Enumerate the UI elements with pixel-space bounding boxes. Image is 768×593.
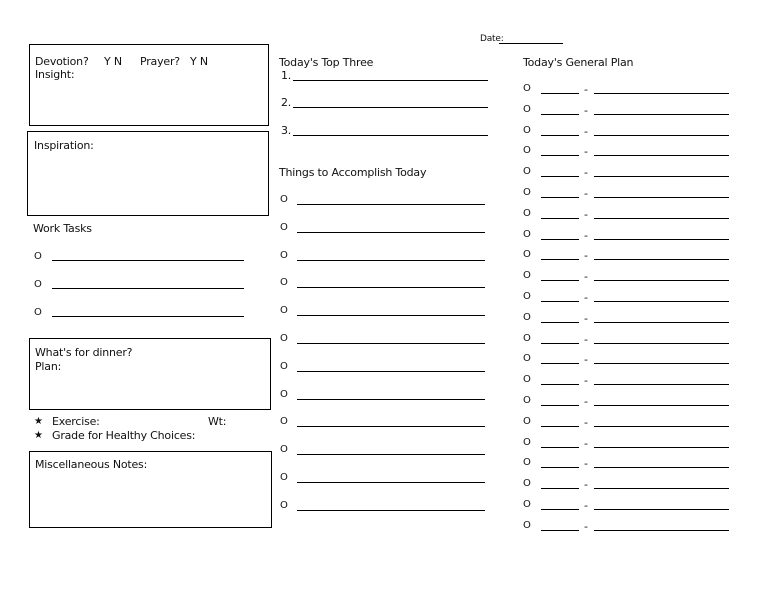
bullet-circle: O xyxy=(523,249,531,261)
top-three-title: Today's Top Three xyxy=(279,56,374,69)
plan-time-line[interactable] xyxy=(541,322,579,323)
top-three-line[interactable] xyxy=(293,80,488,81)
plan-time-line[interactable] xyxy=(541,426,579,427)
plan-time-line[interactable] xyxy=(541,239,579,240)
devotion-box[interactable] xyxy=(29,44,269,126)
weight-label: Wt: xyxy=(208,415,227,428)
bullet-circle: O xyxy=(280,277,288,289)
accomplish-line[interactable] xyxy=(297,315,485,316)
plan-separator: - xyxy=(584,103,588,117)
plan-time-line[interactable] xyxy=(541,259,579,260)
bullet-circle: O xyxy=(34,279,42,290)
accomplish-line[interactable] xyxy=(297,426,485,427)
plan-time-line[interactable] xyxy=(541,488,579,489)
plan-task-line[interactable] xyxy=(594,259,729,260)
bullet-circle: O xyxy=(523,478,531,490)
plan-time-line[interactable] xyxy=(541,197,579,198)
devotion-yes-no[interactable]: Y N xyxy=(104,55,122,68)
bullet-circle: O xyxy=(523,103,531,115)
bullet-circle: O xyxy=(523,332,531,344)
insight-label: Insight: xyxy=(35,68,75,81)
accomplish-line[interactable] xyxy=(297,260,485,261)
plan-time-line[interactable] xyxy=(541,343,579,344)
bullet-circle: O xyxy=(523,457,531,469)
prayer-label: Prayer? xyxy=(140,55,180,68)
bullet-circle: O xyxy=(280,472,288,483)
accomplish-line[interactable] xyxy=(297,343,485,344)
plan-task-line[interactable] xyxy=(594,322,729,323)
bullet-circle: O xyxy=(280,194,288,205)
bullet-circle: O xyxy=(34,251,42,262)
work-tasks-title: Work Tasks xyxy=(33,222,92,235)
general-plan-title: Today's General Plan xyxy=(523,56,634,69)
bullet-circle: O xyxy=(280,249,288,261)
accomplish-line[interactable] xyxy=(297,232,485,233)
plan-task-line[interactable] xyxy=(594,509,729,510)
plan-time-line[interactable] xyxy=(541,218,579,219)
plan-separator: - xyxy=(584,124,588,138)
exercise-label: Exercise: xyxy=(52,415,100,428)
bullet-circle: O xyxy=(280,444,288,456)
plan-separator: - xyxy=(584,166,588,180)
top-three-number: 2. xyxy=(281,96,292,109)
inspiration-box[interactable] xyxy=(27,131,269,216)
bullet-circle: O xyxy=(523,83,531,94)
work-task-line[interactable] xyxy=(52,288,244,289)
accomplish-line[interactable] xyxy=(297,287,485,288)
top-three-line[interactable] xyxy=(293,135,488,136)
plan-separator: - xyxy=(584,374,588,388)
accomplish-line[interactable] xyxy=(297,510,485,511)
plan-separator: - xyxy=(584,332,588,346)
plan-task-line[interactable] xyxy=(594,93,729,94)
accomplish-line[interactable] xyxy=(297,399,485,400)
star-icon: ★ xyxy=(34,430,43,441)
top-three-number: 3. xyxy=(281,124,292,137)
top-three-line[interactable] xyxy=(293,107,488,108)
bullet-circle: O xyxy=(523,499,531,510)
plan-time-line[interactable] xyxy=(541,530,579,531)
bullet-circle: O xyxy=(523,374,531,386)
healthy-choices-label: Grade for Healthy Choices: xyxy=(52,429,196,442)
date-field[interactable] xyxy=(499,43,563,44)
plan-time-line[interactable] xyxy=(541,135,579,136)
dinner-plan-label: Plan: xyxy=(35,360,62,373)
inspiration-label: Inspiration: xyxy=(34,139,94,152)
plan-time-line[interactable] xyxy=(541,93,579,94)
plan-task-line[interactable] xyxy=(594,301,729,302)
dinner-question: What's for dinner? xyxy=(35,346,133,359)
plan-time-line[interactable] xyxy=(541,176,579,177)
plan-time-line[interactable] xyxy=(541,301,579,302)
bullet-circle: O xyxy=(523,166,531,178)
plan-task-line[interactable] xyxy=(594,467,729,468)
plan-task-line[interactable] xyxy=(594,488,729,489)
bullet-circle: O xyxy=(523,519,531,531)
plan-separator: - xyxy=(584,395,588,408)
plan-separator: - xyxy=(584,436,588,450)
accomplish-line[interactable] xyxy=(297,482,485,483)
plan-time-line[interactable] xyxy=(541,280,579,281)
plan-task-line[interactable] xyxy=(594,114,729,115)
star-icon: ★ xyxy=(34,416,43,427)
plan-task-line[interactable] xyxy=(594,197,729,198)
bullet-circle: O xyxy=(523,145,531,157)
work-task-line[interactable] xyxy=(52,316,244,317)
date-label: Date: xyxy=(480,34,504,44)
plan-task-line[interactable] xyxy=(594,280,729,281)
plan-separator: - xyxy=(584,457,588,471)
plan-time-line[interactable] xyxy=(541,155,579,156)
plan-task-line[interactable] xyxy=(594,447,729,448)
plan-separator: - xyxy=(584,187,588,200)
plan-task-line[interactable] xyxy=(594,530,729,531)
bullet-circle: O xyxy=(523,187,531,198)
bullet-circle: O xyxy=(523,207,531,219)
bullet-circle: O xyxy=(280,499,288,511)
misc-notes-label: Miscellaneous Notes: xyxy=(35,458,148,471)
accomplish-line[interactable] xyxy=(297,371,485,372)
top-three-number: 1. xyxy=(281,69,292,82)
plan-time-line[interactable] xyxy=(541,384,579,385)
bullet-circle: O xyxy=(523,270,531,282)
plan-time-line[interactable] xyxy=(541,447,579,448)
plan-separator: - xyxy=(584,478,588,492)
bullet-circle: O xyxy=(523,353,531,365)
prayer-yes-no[interactable]: Y N xyxy=(190,55,208,68)
plan-task-line[interactable] xyxy=(594,343,729,344)
plan-separator: - xyxy=(584,291,588,304)
accomplish-line[interactable] xyxy=(297,204,485,205)
plan-separator: - xyxy=(584,519,588,533)
misc-notes-box[interactable] xyxy=(29,451,272,528)
plan-separator: - xyxy=(584,228,588,242)
bullet-circle: O xyxy=(34,307,42,318)
accomplish-line[interactable] xyxy=(297,454,485,455)
bullet-circle: O xyxy=(280,416,288,428)
devotion-label: Devotion? xyxy=(35,55,89,68)
plan-task-line[interactable] xyxy=(594,363,729,364)
plan-task-line[interactable] xyxy=(594,218,729,219)
plan-separator: - xyxy=(584,270,588,284)
bullet-circle: O xyxy=(523,124,531,136)
plan-task-line[interactable] xyxy=(594,405,729,406)
plan-task-line[interactable] xyxy=(594,384,729,385)
bullet-circle: O xyxy=(280,360,288,372)
plan-separator: - xyxy=(584,311,588,325)
bullet-circle: O xyxy=(523,311,531,323)
plan-time-line[interactable] xyxy=(541,405,579,406)
bullet-circle: O xyxy=(523,228,531,240)
plan-time-line[interactable] xyxy=(541,467,579,468)
plan-separator: - xyxy=(584,145,588,159)
plan-task-line[interactable] xyxy=(594,155,729,156)
bullet-circle: O xyxy=(280,388,288,400)
plan-separator: - xyxy=(584,83,588,96)
plan-task-line[interactable] xyxy=(594,426,729,427)
bullet-circle: O xyxy=(523,415,531,427)
bullet-circle: O xyxy=(523,395,531,406)
dinner-box[interactable] xyxy=(29,338,271,410)
plan-time-line[interactable] xyxy=(541,509,579,510)
bullet-circle: O xyxy=(280,221,288,233)
work-task-line[interactable] xyxy=(52,260,244,261)
bullet-circle: O xyxy=(523,436,531,448)
plan-separator: - xyxy=(584,353,588,367)
plan-time-line[interactable] xyxy=(541,114,579,115)
accomplish-title: Things to Accomplish Today xyxy=(279,166,427,179)
plan-separator: - xyxy=(584,249,588,263)
plan-separator: - xyxy=(584,207,588,221)
plan-task-line[interactable] xyxy=(594,176,729,177)
plan-task-line[interactable] xyxy=(594,239,729,240)
plan-task-line[interactable] xyxy=(594,135,729,136)
bullet-circle: O xyxy=(280,305,288,317)
bullet-circle: O xyxy=(523,291,531,302)
plan-separator: - xyxy=(584,499,588,512)
plan-separator: - xyxy=(584,415,588,429)
plan-time-line[interactable] xyxy=(541,363,579,364)
bullet-circle: O xyxy=(280,333,288,344)
